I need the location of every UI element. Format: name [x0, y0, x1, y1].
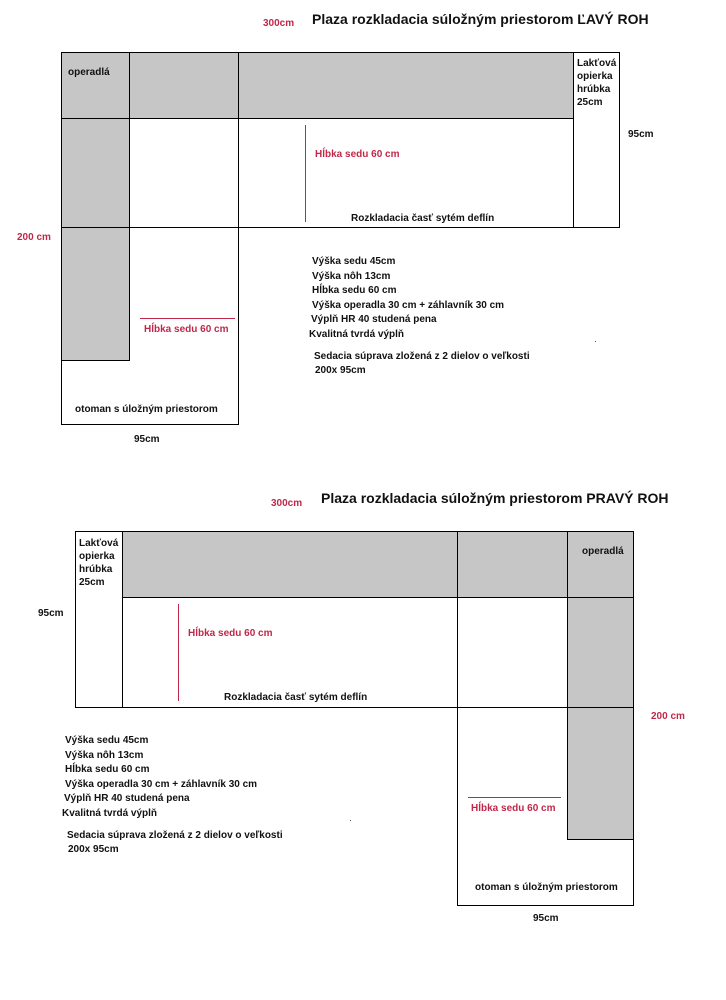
- right-ottoman-depth-line: [468, 797, 561, 798]
- right-seat-depth-line: [178, 604, 179, 701]
- right-armrest-label: Lakťová opierka hrúbka 25cm: [79, 538, 119, 588]
- left-spec-item: Hĺbka sedu 60 cm: [312, 285, 397, 297]
- left-width-dimension: 300cm: [263, 18, 295, 29]
- left-armrest: [573, 52, 620, 228]
- left-stray-dot: [595, 341, 596, 342]
- left-bottom-dimension: 95cm: [134, 434, 160, 445]
- right-height-dimension: 200 cm: [651, 711, 685, 722]
- right-backrest-corner: [567, 531, 634, 598]
- left-spec-item: Výplň HR 40 studená pena: [311, 314, 437, 326]
- right-stray-dot: [350, 820, 351, 821]
- right-title: Plaza rozkladacia súložným priestorom PRAVÝ ROH: [321, 490, 669, 506]
- right-spec-item: Hĺbka sedu 60 cm: [65, 764, 150, 776]
- right-ottoman-backrest: [567, 707, 634, 840]
- left-armrest-label: Lakťová opierka hrúbka 25cm: [577, 58, 617, 108]
- left-title: Plaza rozkladacia súložným priestorom ĽAVÝ ROH: [312, 11, 649, 27]
- right-spec-item: Výplň HR 40 studená pena: [64, 793, 190, 805]
- left-depth-dimension: 95cm: [628, 129, 654, 140]
- left-spec-item: Výška operadla 30 cm + záhlavník 30 cm: [312, 299, 505, 311]
- right-backrest-segment-2: [457, 531, 568, 598]
- right-note: [67, 829, 283, 857]
- left-spec-item: Kvalitná tvrdá výplň: [309, 328, 405, 340]
- left-ottoman-depth-line: [140, 318, 235, 319]
- right-seat-depth-label: Hĺbka sedu 60 cm: [188, 628, 273, 639]
- right-spec-item: Kvalitná tvrdá výplň: [62, 807, 158, 819]
- right-note-line: Sedacia súprava zložená z 2 dielov o veľkosti: [67, 830, 283, 841]
- right-spec-item: Výška operadla 30 cm + záhlavník 30 cm: [65, 778, 258, 790]
- left-spec-item: Výška nôh 13cm: [312, 270, 391, 282]
- left-backrest-segment-1: [129, 52, 239, 119]
- right-width-dimension: 300cm: [271, 498, 303, 509]
- right-backrest-segment-1: [122, 531, 458, 598]
- left-backrest-label: operadlá: [68, 67, 110, 78]
- left-sofa-bed-seat: [238, 118, 574, 228]
- left-seat-depth-label: Hĺbka sedu 60 cm: [315, 149, 400, 160]
- right-sofa-bed-seat: [122, 597, 458, 708]
- right-ottoman-depth-label: Hĺbka sedu 60 cm: [471, 803, 556, 814]
- left-note: [314, 350, 530, 378]
- left-height-dimension: 200 cm: [17, 232, 51, 243]
- left-spec-item: Výška sedu 45cm: [312, 256, 396, 267]
- right-ottoman-label: otoman s úložným priestorom: [475, 882, 618, 893]
- right-mechanism-label: Rozkladacia časť sytém deflín: [224, 692, 368, 703]
- left-ottoman-backrest: [61, 227, 130, 361]
- left-mechanism-label: Rozkladacia časť sytém deflín: [351, 213, 495, 224]
- left-seat-depth-line: [305, 125, 306, 222]
- left-ottoman-depth-label: Hĺbka sedu 60 cm: [144, 324, 229, 335]
- right-corner-seat: [457, 597, 568, 708]
- right-corner-backrest: [567, 597, 634, 708]
- left-corner-backrest: [61, 118, 130, 228]
- right-spec-item: Výška sedu 45cm: [65, 735, 149, 746]
- left-ottoman-label: otoman s úložným priestorom: [75, 404, 218, 415]
- right-spec-item: Výška nôh 13cm: [65, 749, 144, 761]
- right-specs-list: [64, 734, 257, 822]
- right-armrest: [75, 531, 123, 708]
- left-note-line: 200x 95cm: [315, 365, 366, 376]
- left-corner-seat: [129, 118, 239, 228]
- right-backrest-label: operadlá: [582, 546, 624, 557]
- right-bottom-dimension: 95cm: [533, 913, 559, 924]
- left-note-line: Sedacia súprava zložená z 2 dielov o veľkosti: [314, 351, 530, 362]
- right-note-line: 200x 95cm: [68, 844, 119, 855]
- left-backrest-corner: [61, 52, 130, 119]
- left-specs-list: [311, 255, 504, 343]
- right-depth-dimension: 95cm: [38, 608, 64, 619]
- left-backrest-segment-2: [238, 52, 574, 119]
